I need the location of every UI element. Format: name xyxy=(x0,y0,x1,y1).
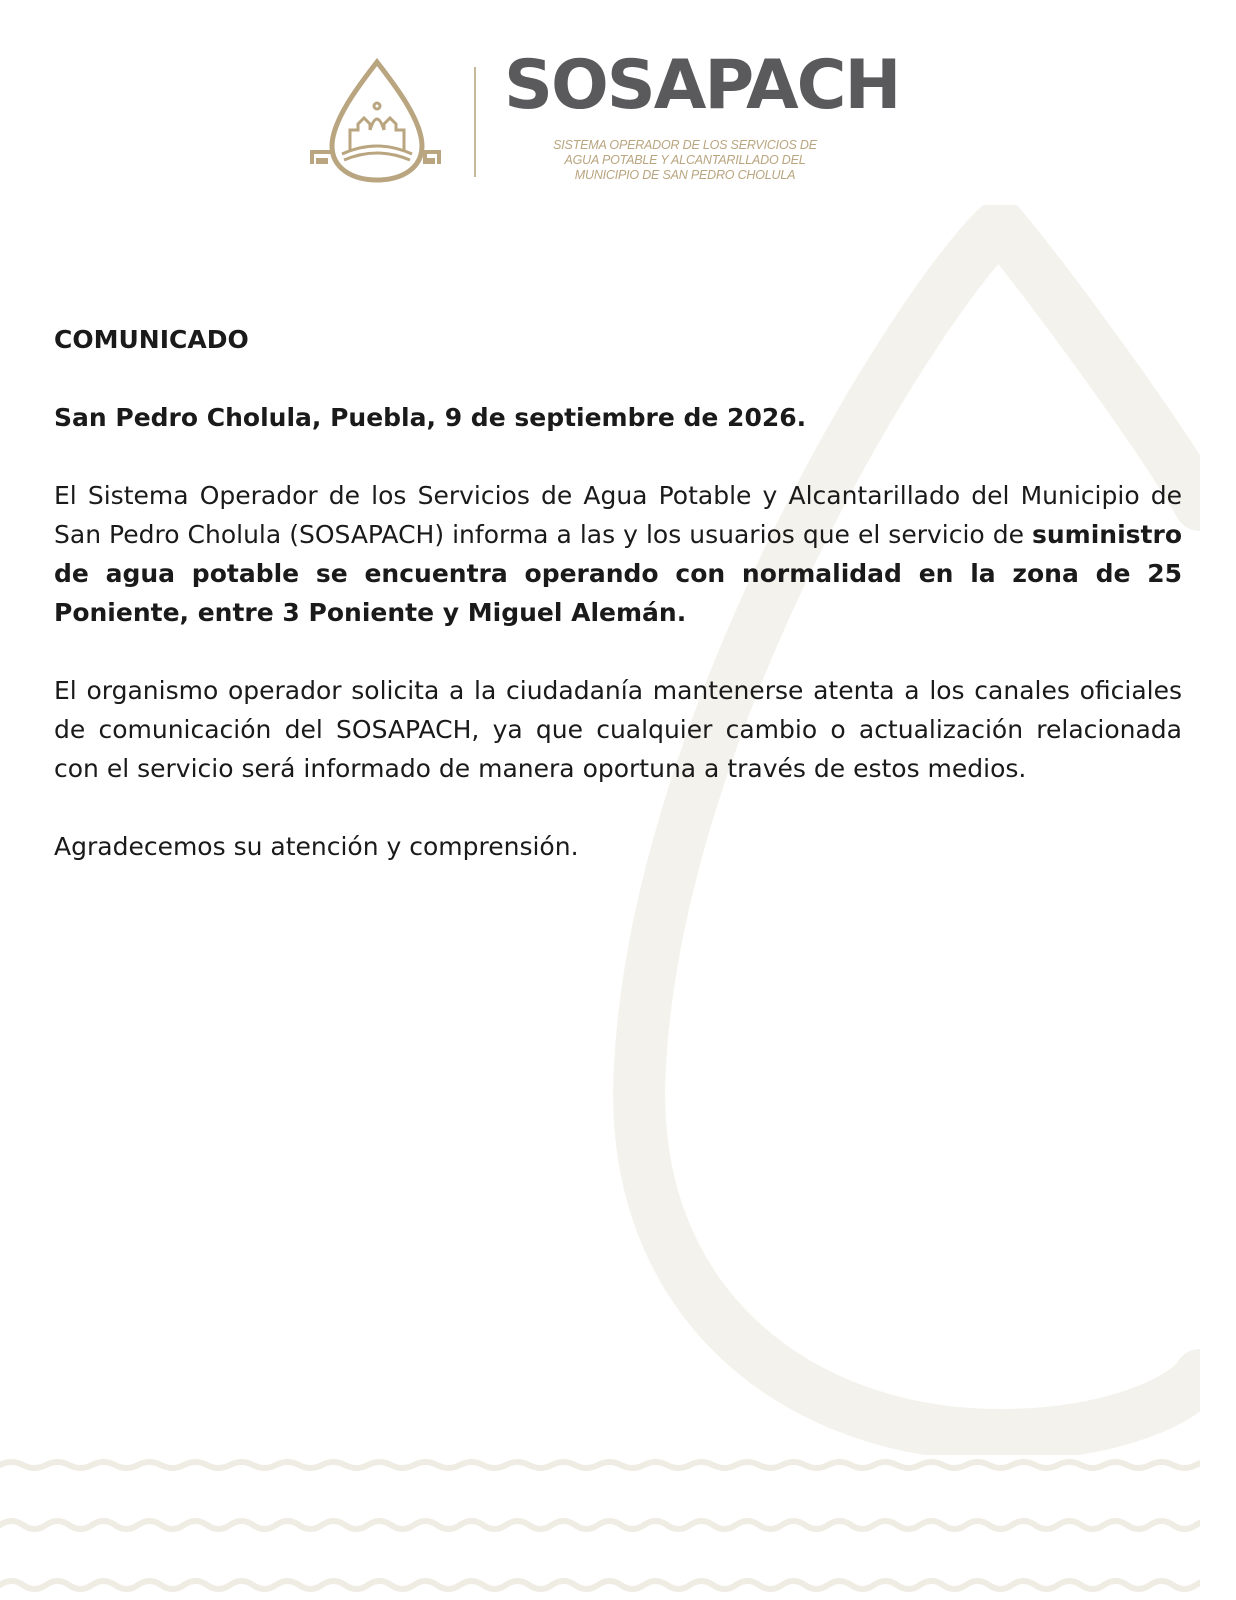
brand-subtitle-line: AGUA POTABLE Y ALCANTARILLADO DEL xyxy=(564,153,806,167)
brand-subtitle-line: SISTEMA OPERADOR DE LOS SERVICIOS DE xyxy=(553,138,817,152)
letterhead xyxy=(0,0,1236,200)
document-body xyxy=(54,320,1182,866)
brand-subtitle-line: MUNICIPIO DE SAN PEDRO CHOLULA xyxy=(574,168,796,182)
paragraph-instructions: El organismo operador solicita a la ciudadanía mantenerse atenta a los canales oficiales de comunicación del SOSAPACH, ya que cualquier cambio o actualización relacionada con el servicio será informado de manera oportuna a través de estos medios. xyxy=(54,676,1182,783)
brand-subtitle xyxy=(540,138,830,183)
paragraph-highlight: suministro de agua potable se encuentra operando con normalidad en la zona de 25 Poniente, entre 3 Poniente y Miguel Alemán. xyxy=(54,520,1182,627)
brand-name: SOSAPACH xyxy=(504,46,900,125)
document-heading: COMUNICADO xyxy=(54,325,249,354)
dateline: San Pedro Cholula, Puebla, 9 de septiembre de 2026. xyxy=(54,403,807,432)
decorative-waves xyxy=(0,1455,1236,1600)
paragraph-announcement xyxy=(54,476,1182,632)
paragraph-text: El Sistema Operador de los Servicios de Agua Potable y Alcantarillado del Municipio de San Pedro Cholula (SOSAPACH) informa a las y los usuarios que el servicio de xyxy=(54,481,1182,549)
page-edge xyxy=(1200,0,1236,1600)
water-drop-church-emblem-icon xyxy=(310,58,445,186)
closing-line: Agradecemos su atención y comprensión. xyxy=(54,832,579,861)
header-divider xyxy=(474,67,476,177)
